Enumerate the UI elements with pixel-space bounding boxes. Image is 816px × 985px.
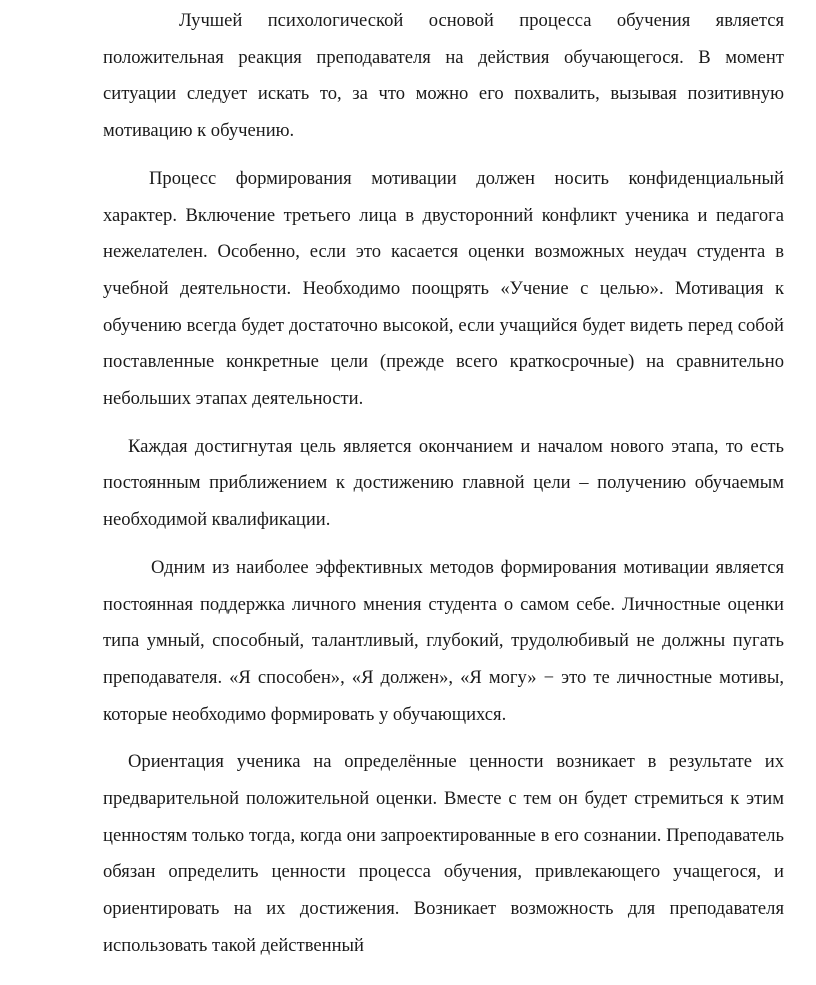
document-page: [103, 0, 784, 965]
paragraph-3: Каждая достигнутая цель является окончанием и началом нового этапа, то есть постоянным приближением к достижению главной цели – получению обучаемым необходимой квалификации.: [103, 435, 784, 531]
paragraph-5: Ориентация ученика на определённые ценности возникает в результате их предварительной положительной оценки. Вместе с тем он будет стремиться к этим ценностям только тогда, когда они запроектированные в его сознании. Преподаватель обязан определить ценности процесса обучения, привлекающего учащегося, и ориентировать на их достижения. Возникает возможность для преподавателя использовать такой действенный: [103, 751, 784, 956]
paragraph-4: Одним из наиболее эффективных методов формирования мотивации является постоянная поддержка личного мнения студента о самом себе. Личностные оценки типа умный, способный, талантливый, глубокий, трудолюбивый не должны пугать преподавателя. «Я способен», «Я должен», «Я могу» − это те личностные мотивы, которые необходимо формировать у обучающихся.: [103, 556, 784, 725]
paragraph-1: Лучшей психологической основой процесса обучения является положительная реакция преподавателя на действия обучающегося. В момент ситуации следует искать то, за что можно его похвалить, вызывая позитивную мотивацию к обучению.: [103, 10, 784, 142]
paragraph-2: Процесс формирования мотивации должен носить конфиденциальный характер. Включение третьего лица в двусторонний конфликт ученика и педагога нежелателен. Особенно, если это касается оценки возможных неудач студента в учебной деятельности. Необходимо поощрять «Учение с целью». Мотивация к обучению всегда будет достаточно высокой, если учащийся будет видеть перед собой поставленные конкретные цели (прежде всего краткосрочные) на сравнительно небольших этапах деятельности.: [103, 167, 784, 410]
